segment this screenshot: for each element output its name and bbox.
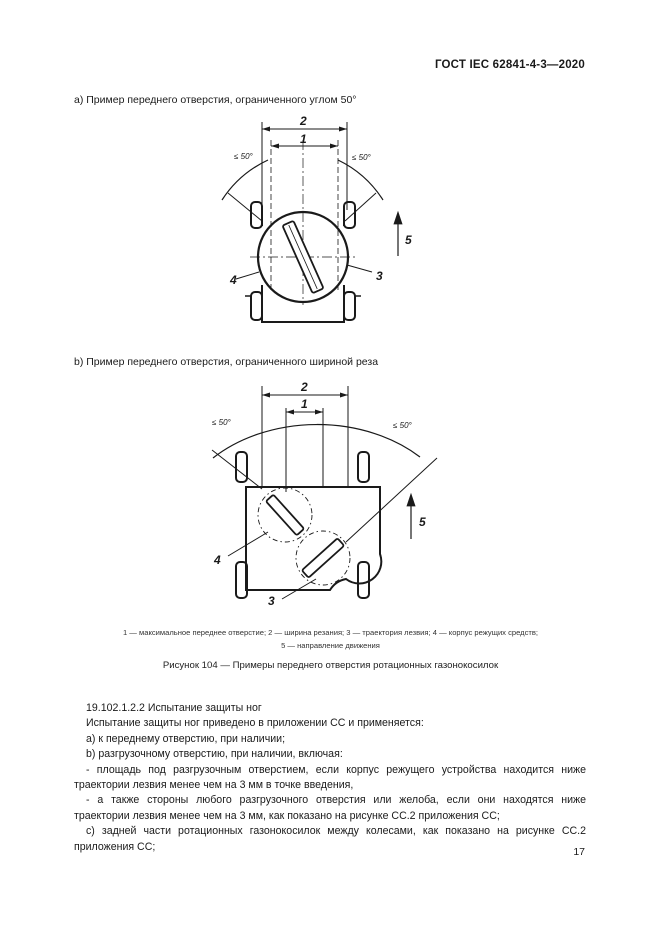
figure-a-label-5: 5 — [405, 233, 412, 247]
figure-a-angle-right: ≤ 50° — [352, 153, 371, 162]
figure-a-angle-left: ≤ 50° — [234, 152, 253, 161]
list-subitem-2: - а также стороны любого разгрузочного отверстия или желоба, если они находятся ниже траектории лезвия менее чем на 3 мм, как показано на рисунке СС.2 приложения СС; — [74, 794, 586, 822]
paragraph-1: Испытание защиты ног приведено в приложении СС и применяется: — [86, 717, 424, 730]
figure-b-dim2-label: 2 — [301, 380, 308, 394]
body-text — [74, 701, 586, 855]
figure-a-dim1-label: 1 — [300, 132, 307, 146]
figure-a-caption: a) Пример переднего отверстия, ограниченного углом 50° — [74, 94, 357, 106]
figure-a — [0, 100, 661, 340]
page-number: 17 — [573, 846, 585, 858]
document-header: ГОСТ IEC 62841-4-3—2020 — [434, 59, 585, 71]
figure-legend-line-2: 5 — направление движения — [281, 641, 380, 650]
figure-a-label-3: 3 — [376, 269, 383, 283]
list-item-a: a) к переднему отверстию, при наличии; — [86, 732, 286, 745]
figure-b-angle-left: ≤ 50° — [212, 418, 231, 427]
section-heading: 19.102.1.2.2 Испытание защиты ног — [86, 702, 262, 714]
figure-b — [0, 372, 661, 617]
figure-b-drawing — [0, 372, 661, 617]
figure-b-angle-right: ≤ 50° — [393, 421, 412, 430]
figure-a-drawing — [0, 100, 661, 340]
figure-a-dim2-label: 2 — [300, 114, 307, 128]
figure-title: Рисунок 104 — Примеры переднего отверстия ротационных газонокосилок — [162, 660, 499, 671]
figure-legend — [40, 626, 621, 652]
figure-b-label-4: 4 — [214, 553, 221, 567]
figure-legend-line-1: 1 — максимальное переднее отверстие; 2 — ширина резания; 3 — траектория лезвия; 4 — корпус режущих средств; — [122, 628, 539, 637]
figure-a-label-4: 4 — [230, 273, 237, 287]
list-subitem-1: - площадь под разгрузочным отверстием, если корпус режущего устройства находится ниже траектории лезвия менее чем на 3 мм в точке введения, — [74, 763, 586, 792]
list-item-b: b) разгрузочному отверстию, при наличии, включая: — [86, 748, 343, 761]
figure-b-caption: b) Пример переднего отверстия, ограниченного шириной реза — [74, 356, 379, 368]
figure-b-label-3: 3 — [268, 594, 275, 608]
figure-b-dim1-label: 1 — [301, 397, 308, 411]
list-item-c: c) задней части ротационных газонокосилок между колесами, как показано на рисунке СС.2 приложения СС; — [74, 825, 586, 853]
figure-b-label-5: 5 — [419, 515, 426, 529]
